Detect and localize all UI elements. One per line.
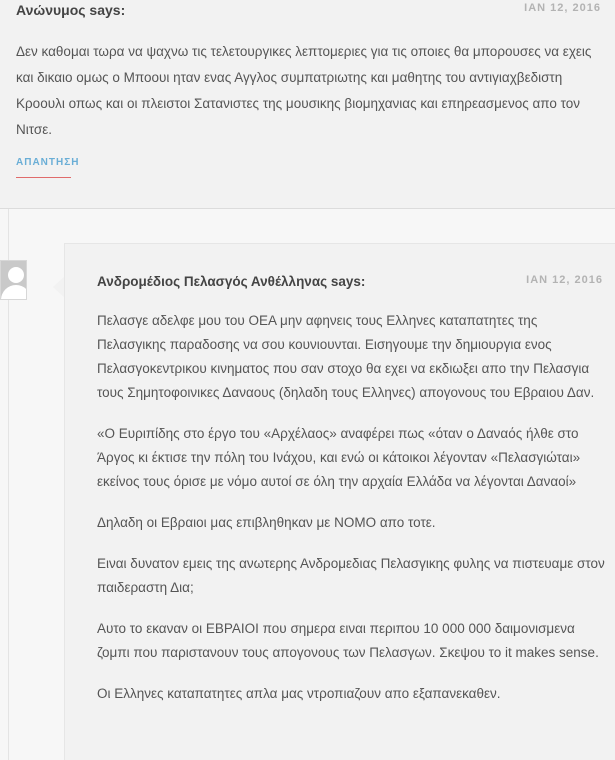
comment xyxy=(0,0,615,209)
comment-paragraph: Αυτο το εκαναν οι ΕΒΡΑΙΟΙ που σημερα ειναι περιπου 10 000 000 δαιμονισμενα ζομπι που παριστανουν τους απογονους των Πελασγων. Σκεψου το it makes sense. xyxy=(97,621,599,660)
avatar-shoulders xyxy=(1,285,27,300)
comment-paragraph: Πελασγε αδελφε μου του ΟΕΑ μην αφηνεις τους Ελληνες καταπατητες της Πελασγικης παραδοσης να σου κουνιουνται. Εισηγουμε την δημιουργια ενος Πελασγοκεντρικου κινηματος που σαν στοχο θα εχει να εκδιωξει απο την Πελασγια τους Σημητοφοινικες Δαναους (δηλαδη τους Ελληνες) απογονους του Εβραιου Δαν. xyxy=(97,313,595,400)
comment-body xyxy=(97,309,609,723)
avatar-head xyxy=(8,267,24,283)
comment-paragraph: Ειναι δυνατον εμεις της ανωτερης Ανδρομεδιας Πελασγικης φυλης να πιστευαμε στον παιδεραστη Δια; xyxy=(97,556,605,595)
comment-paragraph: «Ο Ευριπίδης στο έργο του «Αρχέλαος» αναφέρει πως «όταν ο Δαναός ήλθε στο Άργος κι έκτισε την πόλη του Ινάχου, και ενώ οι κάτοικοι λέγονταν «Πελασγιώται» εκείνος τους όρισε με νόμο αυτοί σε όλη την αρχαία Ελλάδα να λέγονται Δαναοί» xyxy=(97,426,581,489)
reply-link[interactable]: ΑΠΑΝΤΗΣΗ xyxy=(16,157,71,178)
comment-date[interactable]: IAN 12, 2016 xyxy=(526,274,603,286)
comment-body: Δεν καθομαι τωρα να ψαχνω τις τελετουργικες λεπτομεριες για τις οποιες θα μπορουσες να εχεις και δικαιο ομως ο Μποουι ηταν ενας Αγγλος συμπατριωτης και μαθητης του αντιγιαχβεδιστη Κροουλι οπως και οι πλειστοι Σατανιστες της μουσικης βιομηχανιας και επηρεασμενος απο τον Νιτσε. xyxy=(16,44,592,137)
comment-date[interactable]: IAN 12, 2016 xyxy=(524,2,601,14)
comment-paragraph: Δηλαδη οι Εβραιοι μας επιβληθηκαν με ΝΟΜΟ απο τοτε. xyxy=(97,515,436,530)
comment-author: Ανώνυμος says: xyxy=(16,2,126,18)
avatar xyxy=(0,260,27,300)
reply-comment xyxy=(64,243,615,760)
comment-paragraph: Οι Ελληνες καταπατητες απλα μας ντροπιαζουν απο εξαπανεκαθεν. xyxy=(97,686,501,701)
comment-author: Ανδρομέδιος Πελασγός Ανθέλληνας says: xyxy=(97,274,366,289)
